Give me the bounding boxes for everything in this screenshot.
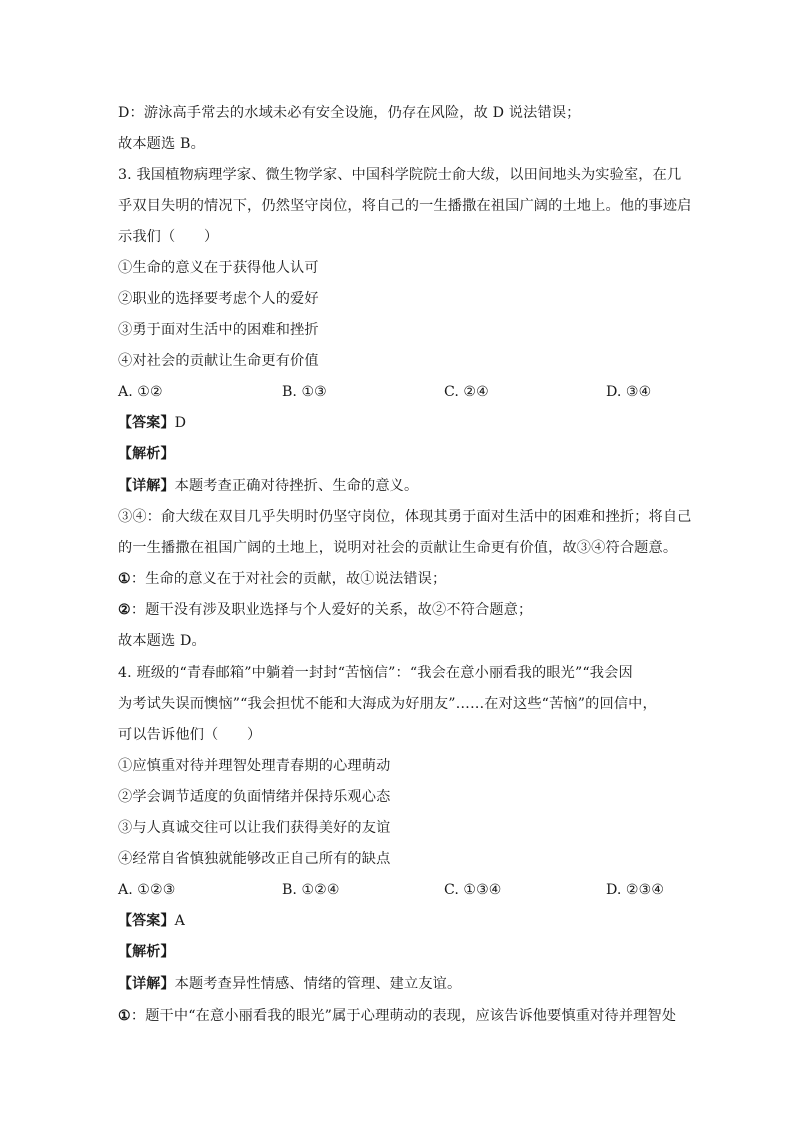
q4-analysis-tag: 【解析】: [118, 944, 175, 960]
q4-analysis-heading: [118, 942, 694, 962]
q3-analysis-heading: [118, 444, 694, 464]
q3-answer-value: D: [174, 415, 187, 431]
q3-detail-text: 本题考查正确对待挫折、生命的意义。: [174, 478, 419, 494]
q3-detail: [118, 476, 694, 496]
q4-detail-text: 本题考查异性情感、情绪的管理、建立友谊。: [174, 976, 462, 992]
q4-stem-line-1: 4. 班级的“青春邮箱”中躺着一封封“苦恼信”：“我会在意小丽看我的眼光”“我会因: [118, 665, 633, 681]
q3-explain-line-3: [118, 569, 694, 589]
q3-explain-line-4-marker: ②: [118, 602, 131, 618]
prev-analysis-d: D：游泳高手常去的水域未必有安全设施，仍存在风险，故 D 说法错误；: [118, 105, 581, 121]
q4-options: [118, 880, 718, 900]
q3-explain-line-4-text: ：题干没有涉及职业选择与个人爱好的关系，故②不符合题意；: [130, 602, 533, 618]
q4-statement-1: ①应慎重对待并理智处理青春期的心理萌动: [118, 758, 391, 774]
q3-answer: [118, 413, 694, 433]
q4-answer-value: A: [174, 913, 186, 929]
q3-detail-tag: 【详解】: [118, 478, 175, 494]
q3-explain-line-4: [118, 600, 694, 620]
q4-stem-line-2: 为考试失误而懊恼”“我会担忧不能和大海成为好朋友”……在对这些“苦恼”的回信中，: [118, 696, 657, 712]
q4-option-a: A. ①②③: [118, 882, 176, 898]
q3-explain-line-3-text: ：生命的意义在于对社会的贡献，故①说法错误；: [130, 571, 447, 587]
q4-answer-tag: 【答案】: [118, 913, 175, 929]
q3-option-d: D. ③④: [606, 384, 652, 400]
q3-statement-1: ①生命的意义在于获得他人认可: [118, 260, 319, 276]
q4-statement-2: ②学会调节适度的负面情绪并保持乐观心态: [118, 789, 391, 805]
q3-option-c: C. ②④: [444, 384, 489, 400]
q4-statement-3: ③与人真诚交往可以让我们获得美好的友谊: [118, 820, 391, 836]
q3-statement-4: ④对社会的贡献让生命更有价值: [118, 353, 319, 369]
q3-explain-line-2: 的一生播撒在祖国广阔的土地上，说明对社会的贡献让生命更有价值，故③④符合题意。: [118, 540, 678, 556]
q3-statement-2: ②职业的选择要考虑个人的爱好: [118, 291, 319, 307]
q4-statement-4: ④经常自省慎独就能够改正自己所有的缺点: [118, 851, 391, 867]
q4-detail-tag: 【详解】: [118, 976, 175, 992]
q3-option-b: B. ①③: [282, 384, 327, 400]
q4-explain-line-1: [118, 1006, 694, 1026]
q4-option-d: D. ②③④: [606, 882, 665, 898]
q3-stem-line-2: 乎双目失明的情况下，仍然坚守岗位，将自己的一生播撒在祖国广阔的土地上。他的事迹启: [118, 198, 692, 214]
q4-explain-line-1-text: ：题干中“在意小丽看我的眼光”属于心理萌动的表现，应该告诉他要慎重对待并理智处: [130, 1008, 677, 1024]
q3-answer-tag: 【答案】: [118, 415, 175, 431]
q4-explain-line-1-marker: ①: [118, 1008, 131, 1024]
q3-stem-line-1: 3. 我国植物病理学家、微生物学家、中国科学院院士俞大绂，以田间地头为实验室，在几: [118, 167, 682, 183]
prev-conclusion: 故本题选 B。: [118, 136, 205, 152]
q4-option-b: B. ①②④: [282, 882, 340, 898]
q3-explain-line-3-marker: ①: [118, 571, 131, 587]
q3-conclusion: 故本题选 D。: [118, 633, 206, 649]
q3-options: [118, 382, 718, 402]
q3-stem-line-3: 示我们（ ）: [118, 229, 219, 245]
q3-analysis-tag: 【解析】: [118, 446, 175, 462]
q3-explain-line-1: ③④：俞大绂在双目几乎失明时仍坚守岗位，体现其勇于面对生活中的困难和挫折；将自己: [118, 509, 692, 525]
q4-answer: [118, 911, 694, 931]
q4-detail: [118, 974, 694, 994]
q4-option-c: C. ①③④: [444, 882, 502, 898]
q3-option-a: A. ①②: [118, 384, 163, 400]
q3-statement-3: ③勇于面对生活中的困难和挫折: [118, 322, 319, 338]
q4-stem-line-3: 可以告诉他们（ ）: [118, 727, 262, 743]
